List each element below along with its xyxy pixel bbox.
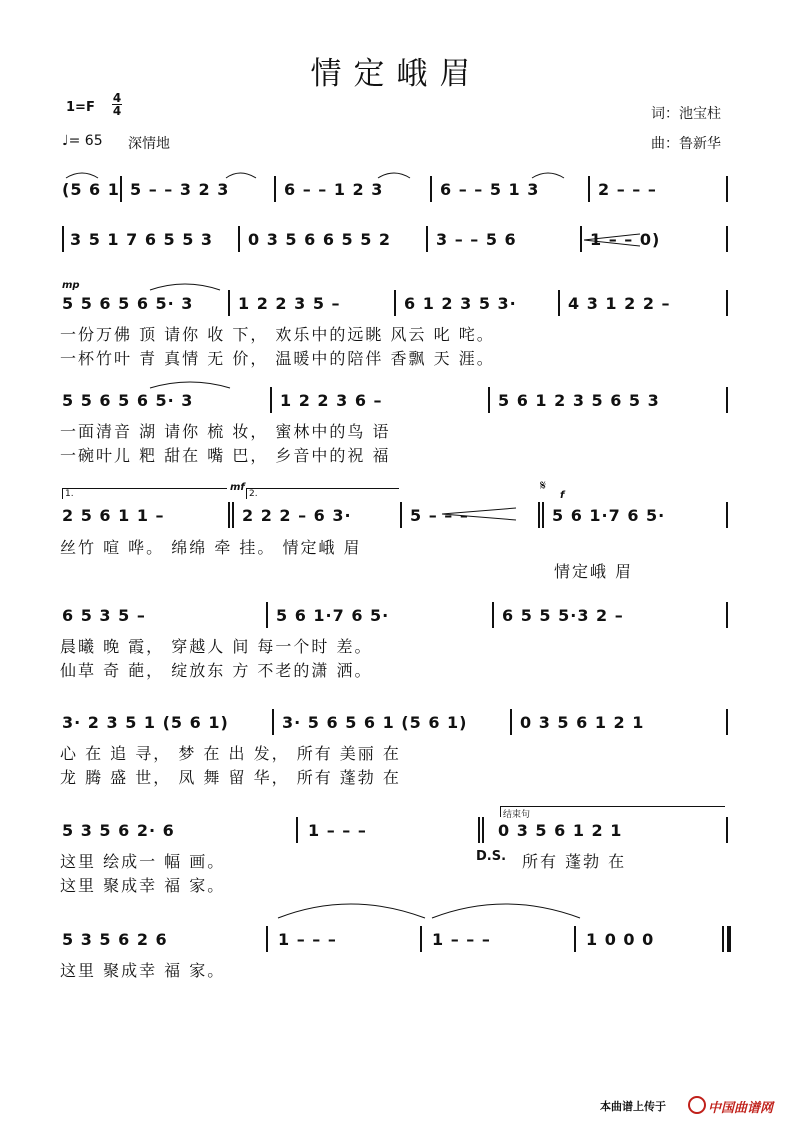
tie-slur (150, 284, 220, 290)
ending-bracket: 结束句 (500, 806, 725, 817)
measure: 5 5 6 5 6 5· 3 (62, 294, 194, 313)
lyrics-verse-1: 这里 绘成一 幅 画。 (60, 852, 226, 871)
lyrics-verse-2: 一碗叶儿 粑 甜在 嘴 巴， 乡音中的祝 福 (60, 446, 391, 465)
measure: 2 – – – (598, 180, 657, 199)
composer: 曲：鲁新华 (651, 136, 721, 152)
dynamic-mark: mf (230, 482, 245, 493)
measure: 5 6 1·7 6 5· (276, 606, 390, 625)
measure: 5 3 5 6 2· 6 (62, 821, 175, 840)
measure: 6 – – 1 2 3 (284, 180, 384, 199)
lyrics-verse-1: 一面清音 湖 请你 梳 妆， 蜜林中的鸟 语 (60, 422, 391, 441)
footer-site-name[interactable]: 中国曲谱网 (708, 1101, 774, 1116)
measure: 0 3 5 6 1 2 1 (498, 821, 623, 840)
lyrics-verse-2: 情定峨 眉 (554, 562, 634, 581)
measure: 1 – – – (308, 821, 367, 840)
dynamic-mark: mp (62, 280, 80, 291)
score-title: 情定峨眉 (310, 56, 483, 92)
key-signature: 1=F (66, 100, 95, 115)
measure: 1 – – 0) (590, 230, 661, 249)
dynamic-mark: f (560, 490, 565, 501)
time-numerator: 4 (112, 91, 122, 105)
tempo-marking: ♩= 65 (62, 133, 103, 149)
measure: 1 – – – (432, 930, 491, 949)
measure: (5 6 1 (62, 180, 120, 199)
lyrics-verse-2: 龙 腾 盛 世， 凤 舞 留 华， 所有 蓬勃 在 (60, 768, 401, 787)
measure: 6 1 2 3 5 3· (404, 294, 517, 313)
measure: 3 – – 5 6 (436, 230, 517, 249)
measure: 6 5 3 5 – (62, 606, 146, 625)
measure: 0 3 5 6 1 2 1 (520, 713, 645, 732)
segno-sign: 𝄋 (540, 478, 547, 494)
dal-segno-mark: D.S. (476, 849, 507, 864)
decrescendo-hairpin (584, 234, 640, 246)
lyrics-verse-1: 晨曦 晚 霞， 穿越人 间 每一个时 差。 (60, 637, 373, 656)
tie-slur (432, 904, 580, 918)
measure: 1 0 0 0 (586, 930, 655, 949)
lyrics-verse-2: 一杯竹叶 青 真情 无 价， 温暖中的陪伴 香飘 天 涯。 (60, 349, 495, 368)
measure: 5 6 1·7 6 5· (552, 506, 666, 525)
footer-upload-text: 本曲谱上传于 (600, 1100, 666, 1113)
triplet-slur (378, 173, 410, 178)
lyrics-ending: 所有 蓬勃 在 (522, 852, 627, 871)
measure: 5 – – – (410, 506, 469, 525)
measure: 1 2 2 3 6 – (280, 391, 383, 410)
lyrics-verse-1: 丝竹 喧 哗。 绵绵 牵 挂。 情定峨 眉 (60, 538, 362, 557)
lyrics-verse-1: 心 在 追 寻， 梦 在 出 发， 所有 美丽 在 (60, 744, 401, 763)
lyrics-verse-2: 仙草 奇 葩， 绽放东 方 不老的潇 洒。 (60, 661, 373, 680)
time-denominator: 4 (112, 104, 122, 118)
lyrics-verse-1: 一份万佛 顶 请你 收 下， 欢乐中的远眺 风云 叱 咤。 (60, 325, 495, 344)
measure: 0 3 5 6 6 5 5 2 (248, 230, 392, 249)
volta-first-ending: 1. (62, 488, 227, 499)
lyrics-verse-1: 这里 聚成幸 福 家。 (60, 961, 226, 980)
measure: 1 2 2 3 5 – (238, 294, 341, 313)
measure: 2 2 2 – 6 3· (242, 506, 352, 525)
crescendo-hairpin (442, 508, 516, 520)
measure: 5 5 6 5 6 5· 3 (62, 391, 194, 410)
measure: 6 5 5 5·3 2 – (502, 606, 624, 625)
measure: 3 5 1 7 6 5 5 3 (70, 230, 214, 249)
measure: 4 3 1 2 2 – (568, 294, 671, 313)
measure: 6 – – 5 1 3 (440, 180, 540, 199)
measure: 3· 5 6 5 6 1 (5 6 1) (282, 713, 468, 732)
measure: 2 5 6 1 1 – (62, 506, 165, 525)
volta-second-ending: 2. (246, 488, 399, 499)
triplet-slur (226, 173, 256, 178)
measure: 5 6 1 2 3 5 6 5 3 (498, 391, 660, 410)
expression-marking: 深情地 (128, 136, 170, 152)
measure: 5 – – 3 2 3 (130, 180, 230, 199)
triplet-slur (532, 173, 564, 178)
tie-slur (278, 904, 425, 918)
measure: 1 – – – (278, 930, 337, 949)
site-logo-icon (688, 1096, 706, 1114)
triplet-slur (66, 173, 98, 178)
measure: 3· 2 3 5 1 (5 6 1) (62, 713, 229, 732)
lyricist: 词：池宝柱 (651, 106, 721, 122)
lyrics-verse-2: 这里 聚成幸 福 家。 (60, 876, 226, 895)
measure: 5 3 5 6 2 6 (62, 930, 168, 949)
tie-slur (150, 382, 230, 388)
